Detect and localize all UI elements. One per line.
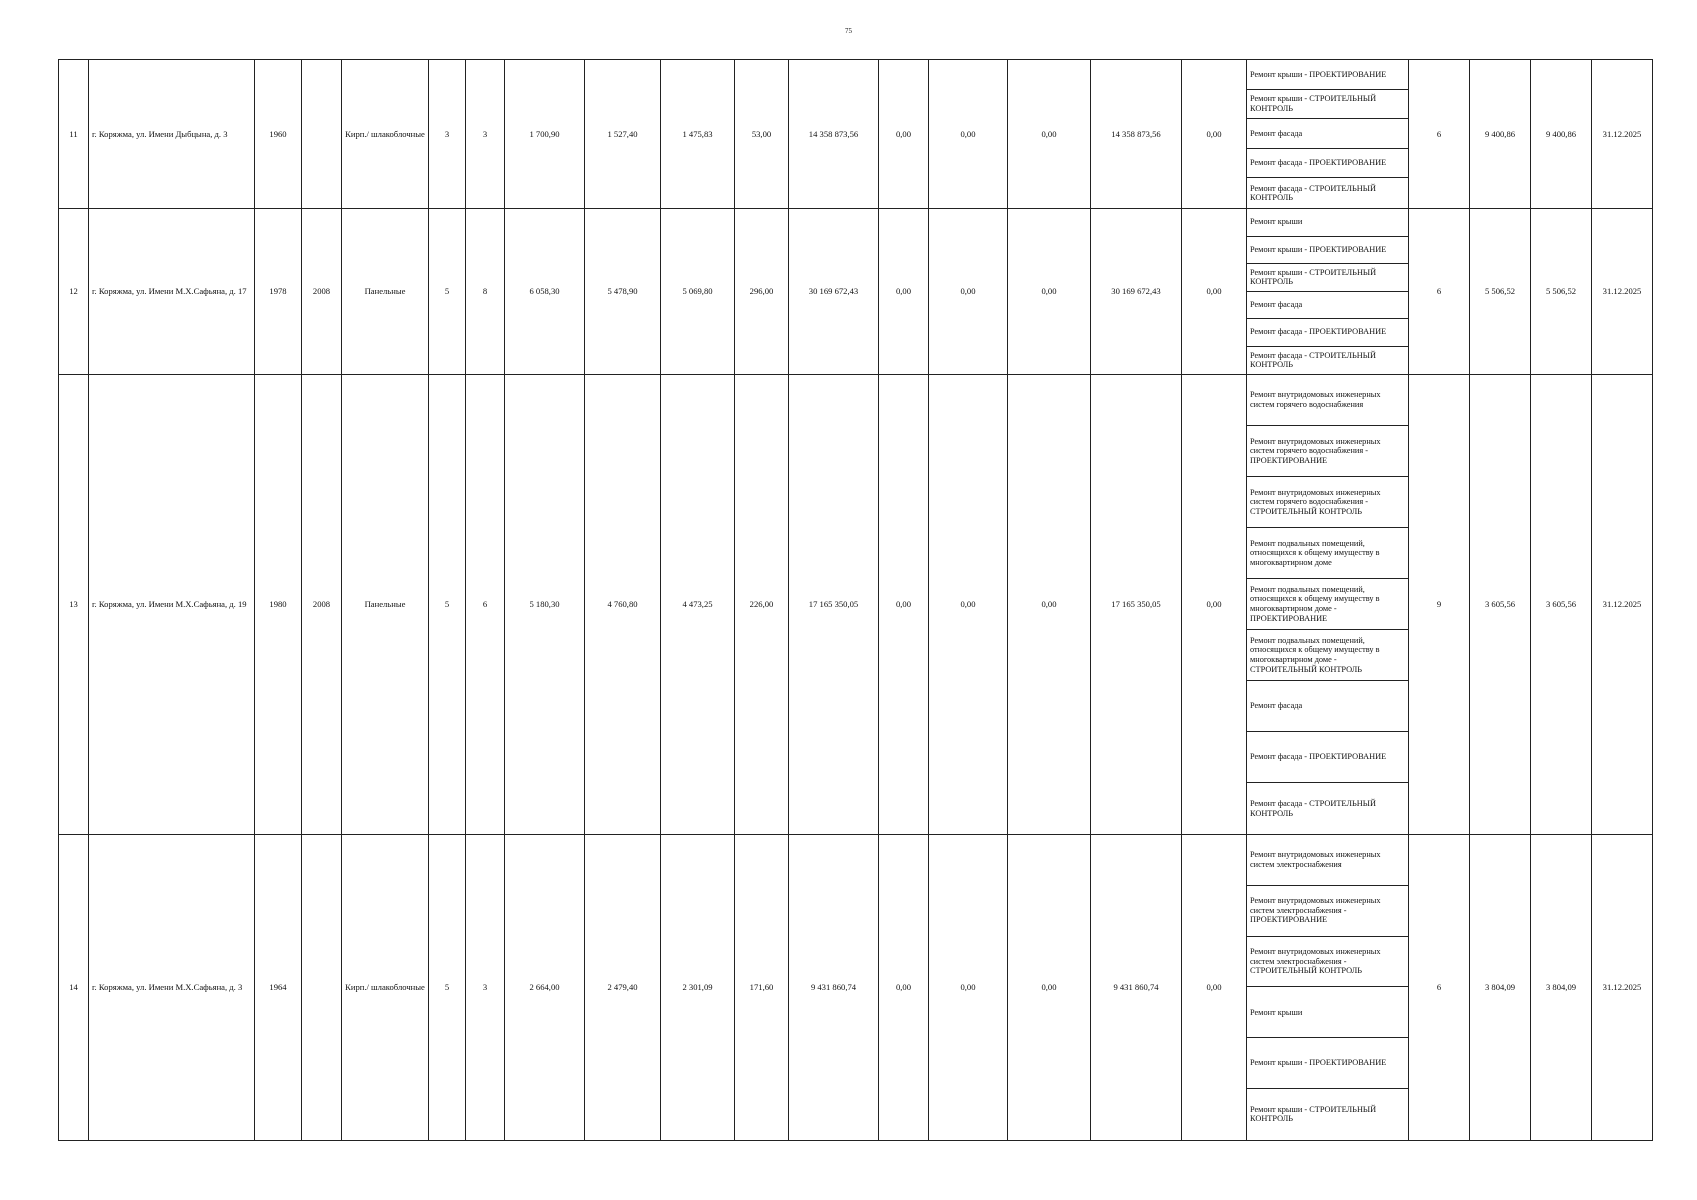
fund-owners: 17 165 350,05 xyxy=(1091,375,1182,835)
fund-owners: 30 169 672,43 xyxy=(1091,209,1182,375)
work-item: Ремонт фасада xyxy=(1247,681,1408,732)
unit-cost: 5 506,52 xyxy=(1470,209,1531,375)
work-item: Ремонт фасада xyxy=(1247,292,1408,320)
floors: 3 xyxy=(429,60,466,209)
page-number: 75 xyxy=(845,27,852,35)
row-number: 13 xyxy=(59,375,89,835)
work-item: Ремонт подвальных помещений, относящихся к общему имуществу в многоквартирном доме - ПРОЕКТИРОВАНИЕ xyxy=(1247,579,1408,630)
address: г. Коряжма, ул. Имени М.Х.Сафьяна, д. 19 xyxy=(89,375,255,835)
work-item: Ремонт фасада - СТРОИТЕЛЬНЫЙ КОНТРОЛЬ xyxy=(1250,350,1377,370)
work-item: Ремонт фасада - ПРОЕКТИРОВАНИЕ xyxy=(1247,149,1408,179)
fund-other: 0,00 xyxy=(1182,209,1247,375)
work-item: Ремонт фасада - ПРОЕКТИРОВАНИЕ xyxy=(1247,319,1408,347)
floors: 5 xyxy=(429,209,466,375)
cost-total: 17 165 350,05 xyxy=(789,375,879,835)
unit-cost: 3 804,09 xyxy=(1470,835,1531,1141)
work-item: Ремонт внутридомовых инженерных систем горячего водоснабжения - СТРОИТЕЛЬНЫЙ КОНТРОЛЬ xyxy=(1247,477,1408,528)
fund-federal: 0,00 xyxy=(879,375,929,835)
fund-local: 0,00 xyxy=(1008,209,1091,375)
fund-other: 0,00 xyxy=(1182,375,1247,835)
works-count: 6 xyxy=(1409,209,1470,375)
fund-local: 0,00 xyxy=(1008,375,1091,835)
residents: 53,00 xyxy=(735,60,789,209)
unit-cost-max: 9 400,86 xyxy=(1531,60,1592,209)
work-item: Ремонт крыши - СТРОИТЕЛЬНЫЙ КОНТРОЛЬ xyxy=(1247,90,1408,120)
deadline: 31.12.2025 xyxy=(1592,375,1653,835)
wall-material: Кирп./ шлакоблочные xyxy=(342,60,429,209)
floors: 5 xyxy=(429,375,466,835)
area-residential-owned: 2 301,09 xyxy=(661,835,735,1141)
address: г. Коряжма, ул. Имени Дыбцына, д. 3 xyxy=(89,60,255,209)
work-item: Ремонт внутридомовых инженерных систем горячего водоснабжения xyxy=(1247,375,1408,426)
work-item: Ремонт подвальных помещений, относящихся к общему имуществу в многоквартирном доме - СТРОИТЕЛЬНЫЙ КОНТРОЛЬ xyxy=(1247,630,1408,681)
area-residential: 5 478,90 xyxy=(585,209,661,375)
works-count: 6 xyxy=(1409,835,1470,1141)
area-residential-owned: 4 473,25 xyxy=(661,375,735,835)
year-built: 1964 xyxy=(255,835,302,1141)
fund-owners: 14 358 873,56 xyxy=(1091,60,1182,209)
fund-other: 0,00 xyxy=(1182,835,1247,1141)
entrances: 6 xyxy=(466,375,505,835)
year-built: 1980 xyxy=(255,375,302,835)
year-built: 1978 xyxy=(255,209,302,375)
entrances: 3 xyxy=(466,60,505,209)
unit-cost-max: 3 804,09 xyxy=(1531,835,1592,1141)
fund-federal: 0,00 xyxy=(879,835,929,1141)
fund-other: 0,00 xyxy=(1182,60,1247,209)
table-row xyxy=(59,835,1653,1141)
unit-cost-max: 3 605,56 xyxy=(1531,375,1592,835)
unit-cost-max: 5 506,52 xyxy=(1531,209,1592,375)
area-residential: 2 479,40 xyxy=(585,835,661,1141)
works-list xyxy=(1247,60,1409,209)
area-total: 5 180,30 xyxy=(505,375,585,835)
work-item: Ремонт внутридомовых инженерных систем электроснабжения xyxy=(1247,835,1408,886)
row-number: 11 xyxy=(59,60,89,209)
fund-local: 0,00 xyxy=(1008,835,1091,1141)
work-item: Ремонт фасада - ПРОЕКТИРОВАНИЕ xyxy=(1247,732,1408,783)
wall-material: Панельные xyxy=(342,375,429,835)
cost-total: 9 431 860,74 xyxy=(789,835,879,1141)
cost-total: 30 169 672,43 xyxy=(789,209,879,375)
work-item: Ремонт фасада - СТРОИТЕЛЬНЫЙ КОНТРОЛЬ xyxy=(1250,183,1377,203)
area-residential: 4 760,80 xyxy=(585,375,661,835)
work-item: Ремонт фасада - СТРОИТЕЛЬНЫЙ КОНТРОЛЬ xyxy=(1250,798,1377,818)
fund-regional: 0,00 xyxy=(929,209,1008,375)
address: г. Коряжма, ул. Имени М.Х.Сафьяна, д. 17 xyxy=(89,209,255,375)
area-residential: 1 527,40 xyxy=(585,60,661,209)
year-built: 1960 xyxy=(255,60,302,209)
work-item: Ремонт крыши - ПРОЕКТИРОВАНИЕ xyxy=(1247,237,1408,265)
area-total: 1 700,90 xyxy=(505,60,585,209)
work-item: Ремонт крыши - СТРОИТЕЛЬНЫЙ КОНТРОЛЬ xyxy=(1247,264,1408,292)
work-item: Ремонт внутридомовых инженерных систем электроснабжения - ПРОЕКТИРОВАНИЕ xyxy=(1247,886,1408,937)
work-item: Ремонт подвальных помещений, относящихся к общему имуществу в многоквартирном доме xyxy=(1247,528,1408,579)
row-number: 12 xyxy=(59,209,89,375)
row-number: 14 xyxy=(59,835,89,1141)
deadline: 31.12.2025 xyxy=(1592,60,1653,209)
works-list xyxy=(1247,209,1409,375)
work-item: Ремонт внутридомовых инженерных систем электроснабжения - СТРОИТЕЛЬНЫЙ КОНТРОЛЬ xyxy=(1247,937,1408,988)
work-item: Ремонт крыши xyxy=(1247,209,1408,237)
cost-total: 14 358 873,56 xyxy=(789,60,879,209)
work-item: Ремонт внутридомовых инженерных систем горячего водоснабжения - ПРОЕКТИРОВАНИЕ xyxy=(1247,426,1408,477)
works-list xyxy=(1247,375,1409,835)
address: г. Коряжма, ул. Имени М.Х.Сафьяна, д. 3 xyxy=(89,835,255,1141)
capital-repair-table xyxy=(58,59,1653,1141)
fund-owners: 9 431 860,74 xyxy=(1091,835,1182,1141)
year-renovation xyxy=(302,835,342,1141)
works-count: 9 xyxy=(1409,375,1470,835)
fund-federal: 0,00 xyxy=(879,209,929,375)
table-row xyxy=(59,375,1653,835)
wall-material: Панельные xyxy=(342,209,429,375)
work-item: Ремонт крыши xyxy=(1247,987,1408,1038)
year-renovation: 2008 xyxy=(302,375,342,835)
work-item: Ремонт фасада xyxy=(1247,119,1408,149)
table-row xyxy=(59,60,1653,209)
residents: 171,60 xyxy=(735,835,789,1141)
entrances: 8 xyxy=(466,209,505,375)
area-residential-owned: 1 475,83 xyxy=(661,60,735,209)
unit-cost: 9 400,86 xyxy=(1470,60,1531,209)
area-total: 6 058,30 xyxy=(505,209,585,375)
deadline: 31.12.2025 xyxy=(1592,835,1653,1141)
year-renovation xyxy=(302,60,342,209)
deadline: 31.12.2025 xyxy=(1592,209,1653,375)
table-row xyxy=(59,209,1653,375)
entrances: 3 xyxy=(466,835,505,1141)
work-item: Ремонт крыши - ПРОЕКТИРОВАНИЕ xyxy=(1247,1038,1408,1089)
works-list xyxy=(1247,835,1409,1141)
area-residential-owned: 5 069,80 xyxy=(661,209,735,375)
residents: 226,00 xyxy=(735,375,789,835)
floors: 5 xyxy=(429,835,466,1141)
fund-regional: 0,00 xyxy=(929,835,1008,1141)
fund-federal: 0,00 xyxy=(879,60,929,209)
wall-material: Кирп./ шлакоблочные xyxy=(342,835,429,1141)
fund-regional: 0,00 xyxy=(929,60,1008,209)
year-renovation: 2008 xyxy=(302,209,342,375)
work-item: Ремонт крыши - ПРОЕКТИРОВАНИЕ xyxy=(1247,60,1408,90)
unit-cost: 3 605,56 xyxy=(1470,375,1531,835)
work-item: Ремонт крыши - СТРОИТЕЛЬНЫЙ КОНТРОЛЬ xyxy=(1250,1104,1377,1124)
residents: 296,00 xyxy=(735,209,789,375)
fund-local: 0,00 xyxy=(1008,60,1091,209)
area-total: 2 664,00 xyxy=(505,835,585,1141)
fund-regional: 0,00 xyxy=(929,375,1008,835)
works-count: 6 xyxy=(1409,60,1470,209)
